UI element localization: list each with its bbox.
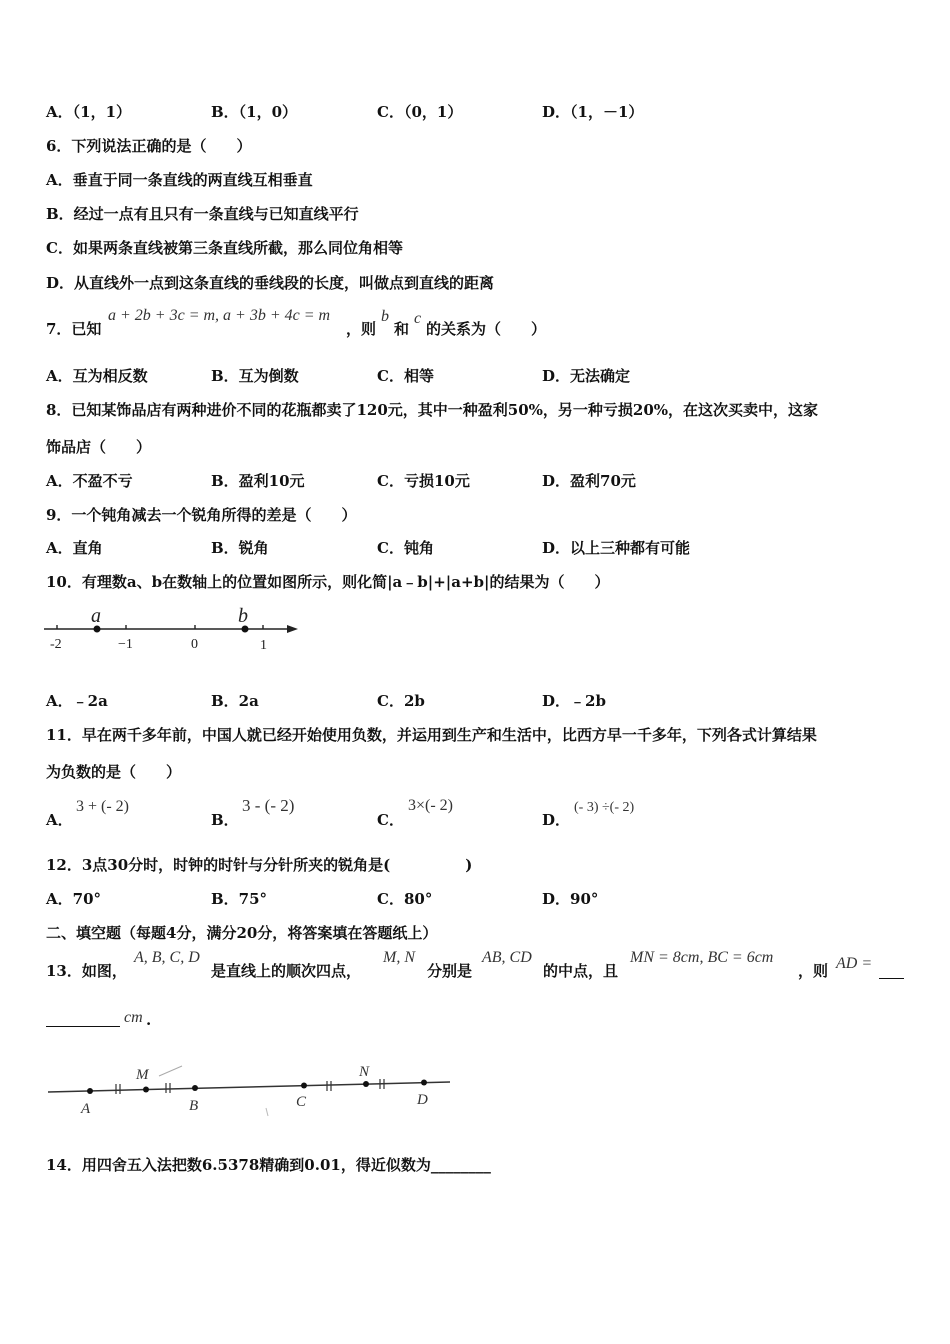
q13-text-4: ，则	[798, 962, 829, 980]
q8-line2: 饰品店（ ）	[46, 438, 152, 456]
q9-option-c: C．钝角	[377, 539, 434, 557]
q7-option-d: D．无法确定	[542, 367, 631, 385]
q13-label-m: M	[136, 1067, 149, 1083]
q8-option-a: A．不盈不亏	[46, 472, 133, 490]
q10-option-b: B．2a	[211, 692, 259, 710]
q5-option-c: C．（0，1）	[377, 103, 463, 121]
section-2-title: 二、填空题（每题4分，满分20分，将答案填在答题纸上）	[46, 924, 438, 942]
q8-option-b: B．盈利10元	[211, 472, 305, 490]
q10-tick-label-1: 1	[260, 638, 267, 653]
q7-option-a: A．互为相反数	[46, 367, 148, 385]
q12-stem: 12．3点30分时，时钟的时针与分针所夹的锐角是( )	[46, 856, 473, 874]
q11-line2: 为负数的是（ ）	[46, 763, 182, 781]
q10-tick-label-neg2: -2	[50, 637, 62, 652]
q10-option-c: C．2b	[377, 692, 425, 710]
q8-option-d: D．盈利70元	[542, 472, 636, 490]
q13-point-n	[363, 1081, 369, 1087]
q5-option-a: A．（1，1）	[46, 103, 132, 121]
q13-point-m	[143, 1087, 149, 1093]
q13-unit: cm	[124, 1009, 143, 1026]
q11-expr-b: 3 - (- 2)	[242, 796, 295, 815]
q6-stem: 6．下列说法正确的是（ ）	[46, 137, 252, 155]
q6-option-a: A．垂直于同一条直线的两直线互相垂直	[46, 171, 313, 189]
q10-stem: 10．有理数a、b在数轴上的位置如图所示，则化简|a﹣b|+|a+b|的结果为（ ）	[46, 573, 610, 591]
q13-mn-expr: M, N	[383, 949, 415, 966]
q13-segment-figure	[44, 1058, 456, 1122]
q13-seg-expr: AB, CD	[482, 949, 532, 966]
q7-mid1: ，则	[346, 320, 377, 338]
q5-option-b: B．（1，0）	[211, 103, 298, 121]
q7-option-c: C．相等	[377, 367, 434, 385]
q12-option-a: A．70°	[46, 890, 102, 908]
q10-point-a-label: a	[91, 605, 101, 627]
q11-label-a: A．	[46, 811, 73, 829]
q10-tick-label-neg1: −1	[118, 637, 133, 652]
q11-label-c: C．	[377, 811, 404, 829]
q7-option-b: B．互为倒数	[211, 367, 299, 385]
q10-number-line	[40, 600, 310, 660]
q13-label-c: C	[296, 1094, 307, 1110]
q9-option-b: B．锐角	[211, 539, 269, 557]
q7-suffix: 的关系为（ ）	[426, 320, 547, 338]
q11-expr-a: 3 + (- 2)	[76, 798, 130, 815]
q13-prefix: 13．如图，	[46, 962, 127, 980]
q9-option-a: A．直角	[46, 539, 103, 557]
q13-cond-expr: MN = 8cm, BC = 6cm	[630, 949, 774, 966]
q7-prefix: 7．已知	[46, 320, 102, 338]
q13-text-1: 是直线上的顺次四点，	[211, 962, 362, 980]
q13-point-c	[301, 1083, 307, 1089]
q7-var-c: c	[414, 310, 422, 327]
q13-answer-blank-2[interactable]	[46, 1008, 120, 1027]
q13-point-a	[87, 1088, 93, 1094]
q11-line1: 11．早在两千多年前，中国人就已经开始使用负数，并运用到生产和生活中，比西方早一千多年，下列各式计算结果	[46, 726, 817, 744]
q13-label-b: B	[189, 1098, 199, 1114]
q10-option-d: D．﹣2b	[542, 692, 606, 710]
q6-option-d: D．从直线外一点到这条直线的垂线段的长度，叫做点到直线的距离	[46, 274, 495, 292]
q11-label-b: B．	[211, 811, 239, 829]
q13-text-3: 的中点，且	[543, 962, 619, 980]
q13-point-b	[192, 1085, 198, 1091]
q8-option-c: C．亏损10元	[377, 472, 470, 490]
q12-option-b: B．75°	[211, 890, 268, 908]
q13-point-d	[421, 1080, 427, 1086]
q13-points-expr: A, B, C, D	[134, 949, 200, 966]
q13-label-d: D	[417, 1092, 428, 1108]
q9-option-d: D．以上三种都有可能	[542, 539, 691, 557]
q7-mid2: 和	[394, 320, 410, 338]
q13-text-2: 分别是	[427, 962, 473, 980]
q5-option-d: D．（1，－1）	[542, 103, 644, 121]
q13-period: .	[146, 1011, 152, 1029]
q13-label-a: A	[81, 1101, 91, 1117]
q11-expr-c: 3×(- 2)	[408, 797, 454, 814]
q13-ad-expr: AD =	[836, 955, 873, 972]
q8-line1: 8．已知某饰品店有两种进价不同的花瓶都卖了120元，其中一种盈利50%，另一种亏损20%，在这次买卖中，这家	[46, 401, 819, 419]
q7-formula: a + 2b + 3c = m, a + 3b + 4c = m	[108, 307, 331, 324]
q7-var-b: b	[381, 308, 389, 325]
q13-label-n: N	[359, 1064, 370, 1080]
q13-answer-blank-1[interactable]	[879, 960, 904, 979]
q6-option-b: B．经过一点有且只有一条直线与已知直线平行	[46, 205, 359, 223]
q10-tick-label-0: 0	[191, 637, 198, 652]
q12-option-c: C．80°	[377, 890, 433, 908]
q11-expr-d: (- 3) ÷(- 2)	[574, 800, 635, 815]
q14-text: 14．用四舍五入法把数6.5378精确到0.01，得近似数为________	[46, 1156, 491, 1174]
q11-label-d: D．	[542, 811, 571, 829]
q6-option-c: C．如果两条直线被第三条直线所截，那么同位角相等	[46, 239, 403, 257]
q9-stem: 9．一个钝角减去一个锐角所得的差是（ ）	[46, 506, 357, 524]
q10-point-b-label: b	[238, 605, 248, 627]
q10-option-a: A．﹣2a	[46, 692, 108, 710]
q12-option-d: D．90°	[542, 890, 599, 908]
